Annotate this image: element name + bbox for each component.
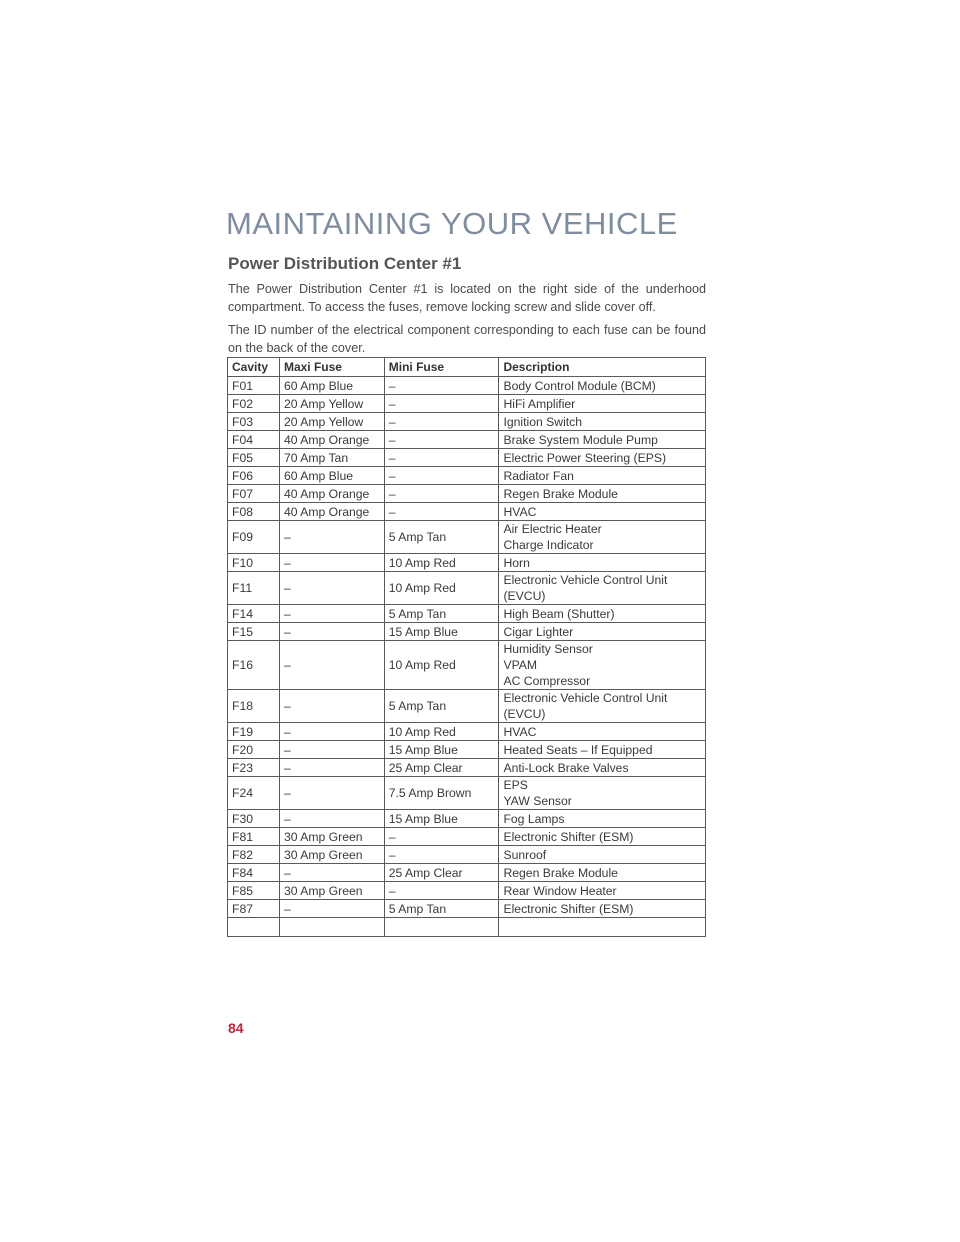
description-line: Electronic Vehicle Control Unit <box>503 691 668 705</box>
blank-cell <box>384 918 499 937</box>
maxi-fuse-cell: 30 Amp Green <box>279 882 384 900</box>
fuse-table-body <box>228 377 706 937</box>
description-cell <box>499 759 706 777</box>
description-cell <box>499 605 706 623</box>
maxi-fuse-cell: 70 Amp Tan <box>279 449 384 467</box>
description-cell <box>499 690 706 723</box>
cavity-cell: F16 <box>228 641 280 690</box>
cavity-cell: F18 <box>228 690 280 723</box>
description-cell <box>499 503 706 521</box>
table-row <box>228 521 706 554</box>
mini-fuse-cell: – <box>384 431 499 449</box>
description-cell <box>499 810 706 828</box>
cavity-cell: F01 <box>228 377 280 395</box>
mini-fuse-cell: 5 Amp Tan <box>384 521 499 554</box>
cavity-cell: F06 <box>228 467 280 485</box>
description-line: Regen Brake Module <box>503 865 618 880</box>
cavity-cell: F87 <box>228 900 280 918</box>
mini-fuse-cell: 7.5 Amp Brown <box>384 777 499 810</box>
mini-fuse-cell: – <box>384 503 499 521</box>
description-line: (EVCU) <box>503 589 546 603</box>
table-row <box>228 431 706 449</box>
description-cell <box>499 521 706 554</box>
table-row <box>228 882 706 900</box>
table-row <box>228 641 706 690</box>
fuse-table <box>227 357 706 937</box>
mini-fuse-cell: 10 Amp Red <box>384 641 499 690</box>
table-row <box>228 777 706 810</box>
table-row <box>228 846 706 864</box>
cavity-cell: F02 <box>228 395 280 413</box>
maxi-fuse-cell: 40 Amp Orange <box>279 431 384 449</box>
description-cell <box>499 395 706 413</box>
description-line: Air Electric Heater <box>503 522 602 536</box>
maxi-fuse-cell: 30 Amp Green <box>279 846 384 864</box>
cavity-cell: F84 <box>228 864 280 882</box>
cavity-cell: F14 <box>228 605 280 623</box>
description-cell <box>499 485 706 503</box>
cavity-cell: F05 <box>228 449 280 467</box>
table-row <box>228 605 706 623</box>
fuse-table-header-row <box>228 358 706 377</box>
cavity-cell: F24 <box>228 777 280 810</box>
cavity-cell: F82 <box>228 846 280 864</box>
description-line: Electronic Vehicle Control Unit <box>503 573 668 587</box>
maxi-fuse-cell: 20 Amp Yellow <box>279 413 384 431</box>
description-cell <box>499 572 706 605</box>
description-cell <box>499 623 706 641</box>
maxi-fuse-cell: – <box>279 554 384 572</box>
description-line: Fog Lamps <box>503 811 565 826</box>
description-cell <box>499 864 706 882</box>
table-row <box>228 485 706 503</box>
description-line: Electronic Shifter (ESM) <box>503 901 634 916</box>
mini-fuse-cell: 25 Amp Clear <box>384 864 499 882</box>
cavity-cell: F03 <box>228 413 280 431</box>
table-row <box>228 503 706 521</box>
table-row <box>228 395 706 413</box>
description-line: Radiator Fan <box>503 468 574 483</box>
cavity-cell: F15 <box>228 623 280 641</box>
description-line: VPAM <box>503 658 538 672</box>
cavity-cell: F10 <box>228 554 280 572</box>
cavity-cell: F20 <box>228 741 280 759</box>
description-line: Heated Seats – If Equipped <box>503 742 653 757</box>
mini-fuse-cell: 10 Amp Red <box>384 554 499 572</box>
description-line: Regen Brake Module <box>503 486 618 501</box>
mini-fuse-cell: – <box>384 395 499 413</box>
maxi-fuse-cell: 60 Amp Blue <box>279 467 384 485</box>
maxi-fuse-cell: – <box>279 741 384 759</box>
description-cell <box>499 413 706 431</box>
header-mini-fuse: Mini Fuse <box>384 358 499 377</box>
description-line: EPS <box>503 778 528 792</box>
cavity-cell: F08 <box>228 503 280 521</box>
mini-fuse-cell: – <box>384 485 499 503</box>
table-row <box>228 467 706 485</box>
table-row <box>228 413 706 431</box>
table-row <box>228 900 706 918</box>
intro-paragraph: The Power Distribution Center #1 is located on the right side of the underhood compartment. To access the fuses, remove locking screw and slide cover off. <box>228 282 706 314</box>
cavity-cell: F85 <box>228 882 280 900</box>
description-line: HVAC <box>503 724 537 739</box>
maxi-fuse-cell: 40 Amp Orange <box>279 503 384 521</box>
id-number-paragraph: The ID number of the electrical component corresponding to each fuse can be found on the back of the cover. <box>228 323 706 355</box>
table-row <box>228 741 706 759</box>
cavity-cell: F23 <box>228 759 280 777</box>
maxi-fuse-cell: – <box>279 605 384 623</box>
maxi-fuse-cell: – <box>279 723 384 741</box>
table-row <box>228 723 706 741</box>
maxi-fuse-cell: 20 Amp Yellow <box>279 395 384 413</box>
description-cell <box>499 641 706 690</box>
description-line: Ignition Switch <box>503 414 583 429</box>
blank-cell <box>499 918 706 937</box>
mini-fuse-cell: – <box>384 377 499 395</box>
table-row <box>228 449 706 467</box>
mini-fuse-cell: 10 Amp Red <box>384 723 499 741</box>
cavity-cell: F81 <box>228 828 280 846</box>
description-line: AC Compressor <box>503 674 591 688</box>
mini-fuse-cell: 15 Amp Blue <box>384 741 499 759</box>
description-line: Electric Power Steering (EPS) <box>503 450 667 465</box>
table-row <box>228 690 706 723</box>
table-row <box>228 810 706 828</box>
description-line: Charge Indicator <box>503 538 594 552</box>
maxi-fuse-cell: – <box>279 759 384 777</box>
cavity-cell: F30 <box>228 810 280 828</box>
table-row <box>228 864 706 882</box>
cavity-cell: F19 <box>228 723 280 741</box>
description-line: Brake System Module Pump <box>503 432 658 447</box>
cavity-cell: F07 <box>228 485 280 503</box>
description-line: Body Control Module (BCM) <box>503 378 656 393</box>
header-description: Description <box>499 358 706 377</box>
description-cell <box>499 467 706 485</box>
maxi-fuse-cell: 30 Amp Green <box>279 828 384 846</box>
mini-fuse-cell: – <box>384 449 499 467</box>
maxi-fuse-cell: – <box>279 864 384 882</box>
cavity-cell: F04 <box>228 431 280 449</box>
table-row <box>228 572 706 605</box>
description-line: Sunroof <box>503 847 547 862</box>
mini-fuse-cell: 15 Amp Blue <box>384 810 499 828</box>
maxi-fuse-cell: 40 Amp Orange <box>279 485 384 503</box>
mini-fuse-cell: 5 Amp Tan <box>384 900 499 918</box>
maxi-fuse-cell: – <box>279 810 384 828</box>
description-cell <box>499 431 706 449</box>
mini-fuse-cell: – <box>384 846 499 864</box>
description-line: Cigar Lighter <box>503 624 574 639</box>
mini-fuse-cell: – <box>384 467 499 485</box>
mini-fuse-cell: 25 Amp Clear <box>384 759 499 777</box>
description-line: Anti-Lock Brake Valves <box>503 760 629 775</box>
table-row <box>228 828 706 846</box>
description-line: HiFi Amplifier <box>503 396 576 411</box>
mini-fuse-cell: 5 Amp Tan <box>384 690 499 723</box>
maxi-fuse-cell: – <box>279 777 384 810</box>
description-cell <box>499 882 706 900</box>
table-row <box>228 759 706 777</box>
maxi-fuse-cell: – <box>279 641 384 690</box>
maxi-fuse-cell: – <box>279 690 384 723</box>
table-row <box>228 377 706 395</box>
blank-cell <box>228 918 280 937</box>
table-row <box>228 554 706 572</box>
header-maxi-fuse: Maxi Fuse <box>279 358 384 377</box>
maxi-fuse-cell: – <box>279 521 384 554</box>
page-heading: Power Distribution Center #1 <box>228 254 462 273</box>
description-cell <box>499 449 706 467</box>
mini-fuse-cell: – <box>384 882 499 900</box>
blank-cell <box>279 918 384 937</box>
maxi-fuse-cell: – <box>279 572 384 605</box>
maxi-fuse-cell: 60 Amp Blue <box>279 377 384 395</box>
page-number: 84 <box>228 1020 244 1036</box>
cavity-cell: F11 <box>228 572 280 605</box>
mini-fuse-cell: – <box>384 828 499 846</box>
description-line: (EVCU) <box>503 707 546 721</box>
mini-fuse-cell: 15 Amp Blue <box>384 623 499 641</box>
description-line: YAW Sensor <box>503 794 572 808</box>
description-line: High Beam (Shutter) <box>503 606 615 621</box>
description-line: Rear Window Heater <box>503 883 617 898</box>
description-cell <box>499 741 706 759</box>
header-cavity: Cavity <box>228 358 280 377</box>
table-row <box>228 623 706 641</box>
description-cell <box>499 554 706 572</box>
maxi-fuse-cell: – <box>279 623 384 641</box>
description-cell <box>499 828 706 846</box>
description-line: Horn <box>503 555 530 570</box>
description-cell <box>499 723 706 741</box>
description-cell <box>499 900 706 918</box>
blank-row <box>228 918 706 937</box>
description-cell <box>499 777 706 810</box>
mini-fuse-cell: 10 Amp Red <box>384 572 499 605</box>
mini-fuse-cell: – <box>384 413 499 431</box>
section-title: MAINTAINING YOUR VEHICLE <box>226 206 678 241</box>
description-line: HVAC <box>503 504 537 519</box>
description-cell <box>499 377 706 395</box>
description-line: Humidity Sensor <box>503 642 593 656</box>
description-cell <box>499 846 706 864</box>
maxi-fuse-cell: – <box>279 900 384 918</box>
cavity-cell: F09 <box>228 521 280 554</box>
mini-fuse-cell: 5 Amp Tan <box>384 605 499 623</box>
description-line: Electronic Shifter (ESM) <box>503 829 634 844</box>
